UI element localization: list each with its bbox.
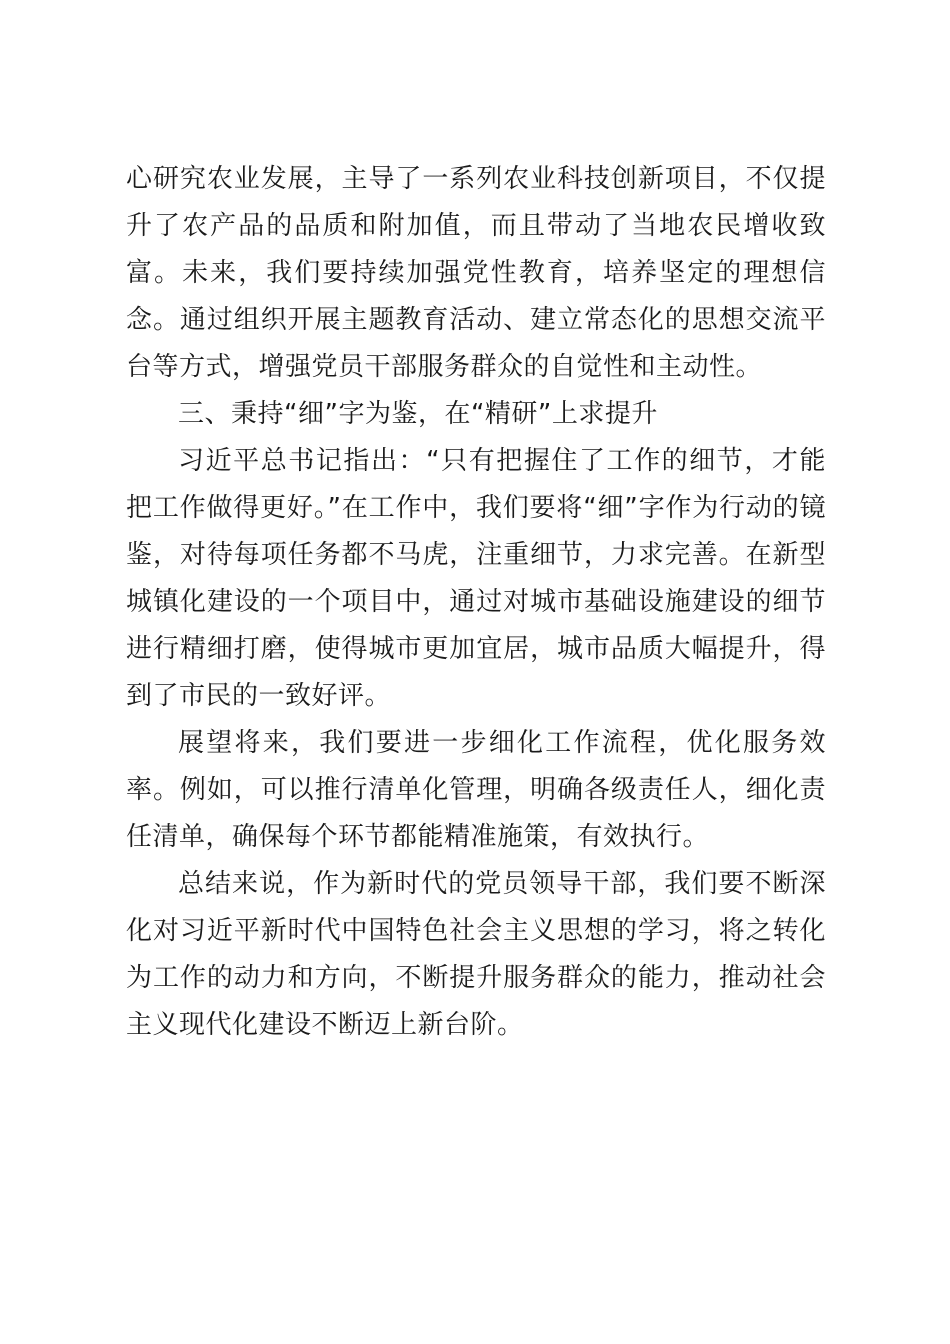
document-body	[126, 156, 826, 1049]
paragraph-continuation: 心研究农业发展，主导了一系列农业科技创新项目，不仅提升了农产品的品质和附加值，而且带动了当地农民增收致富。未来，我们要持续加强党性教育，培养坚定的理想信念。通过组织开展主题教育活动、建立常态化的思想交流平台等方式，增强党员干部服务群众的自觉性和主动性。	[126, 164, 826, 382]
paragraph: 展望将来，我们要进一步细化工作流程，优化服务效率。例如，可以推行清单化管理，明确各级责任人，细化责任清单，确保每个环节都能精准施策，有效执行。	[126, 728, 826, 852]
section-heading: 三、秉持“细”字为鉴，在“精研”上求提升	[178, 399, 658, 429]
paragraph: 总结来说，作为新时代的党员领导干部，我们要不断深化对习近平新时代中国特色社会主义思想的学习，将之转化为工作的动力和方向，不断提升服务群众的能力，推动社会主义现代化建设不断迈上新台阶。	[126, 869, 826, 1040]
paragraph: 习近平总书记指出：“只有把握住了工作的细节，才能把工作做得更好。”在工作中，我们要将“细”字作为行动的镜鉴，对待每项任务都不马虎，注重细节，力求完善。在新型城镇化建设的一个项目中，通过对城市基础设施建设的细节进行精细打磨，使得城市更加宜居，城市品质大幅提升，得到了市民的一致好评。	[126, 446, 826, 711]
